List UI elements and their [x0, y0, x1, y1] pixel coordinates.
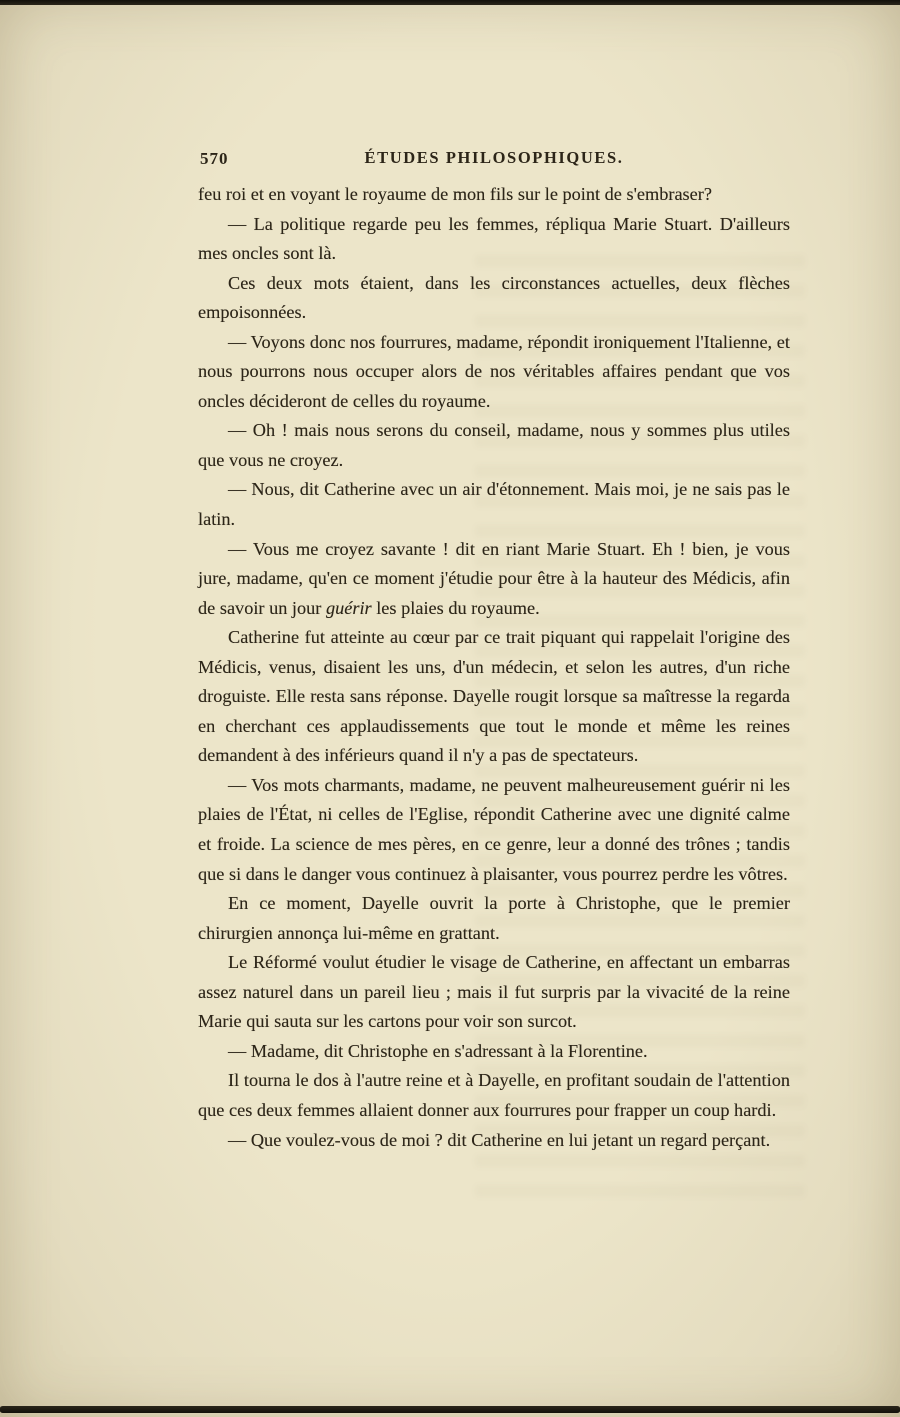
paragraph [198, 328, 790, 417]
text-segment: — Madame, dit Christophe en s'adressant à la Florentine. [228, 1040, 648, 1061]
text-segment: — Nous, dit Catherine avec un air d'étonnement. Mais moi, je ne sais pas le latin. [198, 479, 790, 530]
paragraph [198, 475, 790, 534]
paragraph [198, 210, 790, 269]
paragraph [198, 771, 790, 889]
text-segment: — Voyons donc nos fourrures, madame, répondit ironiquement l'Italienne, et nous pourrons nous occuper alors de nos véritables affaires pendant que vos oncles décideront de celles du royaume. [198, 331, 790, 411]
paragraph [198, 1037, 790, 1067]
text-segment: les plaies du royaume. [371, 597, 540, 618]
paragraph [198, 1066, 790, 1125]
text-segment: — Que voulez-vous de moi ? dit Catherine en lui jetant un regard perçant. [228, 1129, 771, 1150]
text-segment: — Vous me croyez savante ! dit en riant Marie Stuart. Eh ! bien, je vous jure, madame, qu'en ce moment j'étudie pour être à la hauteur des Médicis, afin de savoir un jour [198, 538, 790, 618]
paragraph [198, 948, 790, 1037]
paragraph [198, 180, 790, 210]
italic-text-segment: guérir [325, 597, 372, 618]
text-segment: Il tourna le dos à l'autre reine et à Dayelle, en profitant soudain de l'attention que ces deux femmes allaient donner aux fourrures pour frapper un coup hardi. [198, 1070, 790, 1120]
page-number: 570 [200, 149, 229, 168]
text-segment: Ces deux mots étaient, dans les circonstances actuelles, deux flèches empoisonnées. [198, 272, 790, 323]
text-segment: Le Réformé voulut étudier le visage de Catherine, en affectant un embarras assez naturel dans un pareil lieu ; mais il fut surpris par la vivacité de la reine Marie qui sauta sur les cartons pour voir son surcot. [198, 952, 790, 1032]
text-block [198, 180, 790, 1155]
text-segment: Catherine fut atteinte au cœur par ce trait piquant qui rappelait l'origine des Médicis, venus, disaient les uns, d'un médecin, et selon les autres, d'un riche droguiste. Elle resta sans réponse. Dayelle rougit lorsque sa maîtresse la regarda en cherchant ces applaudissements que tout le monde et même les reines demandent à des inférieurs quand il n'y a pas de spectateurs. [198, 627, 790, 766]
paragraph [198, 269, 790, 328]
paragraph [198, 1126, 790, 1156]
scan-top-edge [0, 0, 900, 5]
text-segment: feu roi et en voyant le royaume de mon fils sur le point de s'embraser? [198, 184, 712, 204]
paragraph [198, 889, 790, 948]
text-segment: En ce moment, Dayelle ouvrit la porte à Christophe, que le premier chirurgien annonça lui-même en grattant. [198, 893, 790, 943]
paragraph [198, 623, 790, 771]
page-header [198, 147, 790, 173]
text-segment: — La politique regarde peu les femmes, répliqua Marie Stuart. D'ailleurs mes oncles sont là. [198, 213, 790, 264]
scan-bottom-edge [0, 1406, 900, 1413]
paragraph [198, 535, 790, 624]
text-segment: — Vos mots charmants, madame, ne peuvent malheureusement guérir ni les plaies de l'État, ni celles de l'Eglise, répondit Catherine avec une dignité calme et froide. La science de mes pères, en ce genre, leur a donné des trônes ; tandis que si dans le danger vous continuez à plaisanter, vous pourrez perdre les vôtres. [198, 774, 790, 884]
running-title: ÉTUDES PHILOSOPHIQUES. [364, 148, 624, 167]
paragraph [198, 416, 790, 475]
text-segment: — Oh ! mais nous serons du conseil, madame, nous y sommes plus utiles que vous ne croyez. [198, 420, 790, 470]
